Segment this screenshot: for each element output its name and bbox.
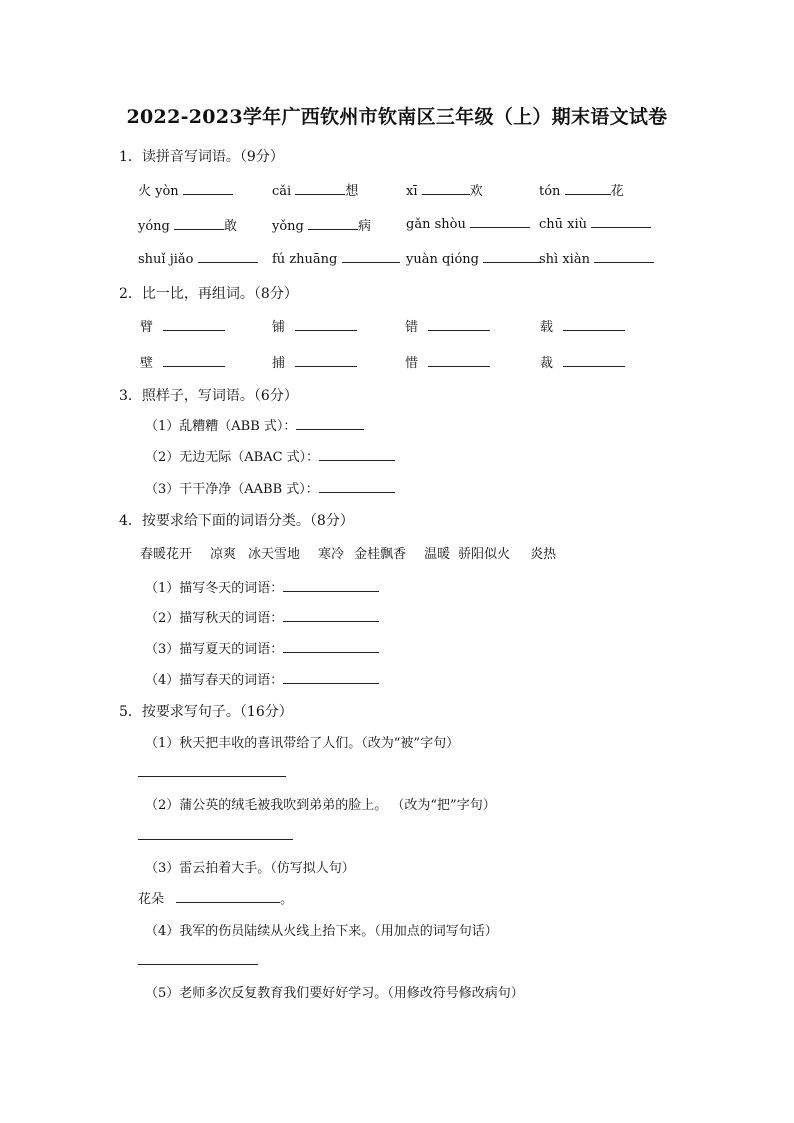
q2-r1-c2 [272, 316, 357, 335]
pinyin: tón [539, 184, 561, 199]
pinyin: yuàn qióng [406, 252, 479, 267]
q3-heading: 3．照样子，写词语。（6分） [119, 388, 298, 404]
q1-r3-c1 [138, 250, 258, 267]
answer-line[interactable] [138, 775, 286, 777]
hanzi: 花 [610, 184, 624, 199]
word: 金桂飘香 [354, 547, 407, 562]
q1-r3-c3 [406, 250, 541, 267]
answer-blank[interactable] [176, 890, 280, 903]
answer-blank[interactable] [198, 250, 258, 263]
hanzi: 病 [358, 219, 372, 234]
answer-blank[interactable] [594, 250, 654, 263]
word: 冰天雪地 [248, 547, 301, 562]
answer-blank[interactable] [563, 318, 625, 331]
answer-blank[interactable] [295, 318, 357, 331]
exam-title: 2022-2023学年广西钦州市钦南区三年级（上）期末语文试卷 [126, 106, 668, 128]
suffix-text: 。 [280, 892, 294, 907]
prefix-text: 花朵 [138, 892, 165, 907]
character: 壁 [140, 356, 154, 371]
q1-r2-c4 [539, 215, 651, 232]
answer-blank[interactable] [295, 182, 345, 195]
pinyin: yóng [138, 219, 170, 234]
q5-sentence-3: （3）雷云拍着大手。（仿写拟人句） [145, 861, 355, 876]
hanzi: 欢 [469, 184, 483, 199]
q2-heading: 2．比一比，再组词。（8分） [119, 286, 298, 302]
answer-blank[interactable] [283, 640, 379, 653]
character: 臂 [140, 320, 154, 335]
item-text: （2）描写秋天的词语： [145, 611, 284, 626]
pinyin: cǎi [272, 184, 292, 199]
answer-blank[interactable] [428, 354, 490, 367]
q1-r3-c2 [272, 250, 400, 267]
answer-blank[interactable] [319, 480, 395, 493]
q1-r3-c4 [539, 250, 654, 267]
character: 裁 [540, 356, 554, 371]
q2-r1-c1 [140, 316, 225, 335]
word: 春暖花开 [140, 547, 193, 562]
pinyin: chū xiù [539, 217, 588, 232]
pinyin: yǒng [272, 219, 304, 234]
item-text: （3）干干净净（AABB 式）： [145, 482, 319, 497]
q2-r1-c4 [540, 316, 625, 335]
answer-line[interactable] [138, 838, 293, 840]
q4-item-1 [145, 577, 379, 596]
q5-sentence-5: （5）老师多次反复教育我们要好好学习。（用修改符号修改病句） [145, 986, 524, 1001]
pinyin: gǎn shòu [406, 217, 466, 232]
answer-blank[interactable] [470, 215, 530, 228]
q3-item-1 [145, 415, 364, 434]
pinyin: xī [406, 184, 418, 199]
pinyin: fú zhuāng [272, 252, 338, 267]
answer-blank[interactable] [565, 182, 611, 195]
word: 寒冷 [318, 547, 345, 562]
q1-heading: 1．读拼音写词语。（9分） [119, 149, 284, 165]
character: 载 [540, 320, 554, 335]
item-text: （3）描写夏天的词语： [145, 642, 284, 657]
answer-line[interactable] [138, 963, 258, 965]
q4-item-3 [145, 638, 379, 657]
item-text: （1）乱糟糟（ABB 式）： [145, 419, 297, 434]
answer-blank[interactable] [163, 318, 225, 331]
answer-blank[interactable] [428, 318, 490, 331]
answer-blank[interactable] [183, 182, 233, 195]
q5-sentence-1: （1）秋天把丰收的喜讯带给了人们。（改为“被”字句） [145, 736, 460, 751]
q2-r2-c1 [140, 352, 225, 371]
q1-r1-c4 [539, 180, 624, 199]
answer-blank[interactable] [283, 579, 379, 592]
word: 炎热 [530, 547, 557, 562]
word: 凉爽 [210, 547, 237, 562]
q1-r1-c3 [406, 180, 483, 199]
answer-blank[interactable] [308, 217, 358, 230]
character: 铺 [272, 320, 286, 335]
q5-sentence-4: （4）我军的伤员陆续从火线上抬下来。（用加点的词写句话） [145, 924, 498, 939]
q3-item-2 [145, 446, 395, 465]
answer-blank[interactable] [295, 354, 357, 367]
pinyin: shuǐ jiǎo [138, 252, 194, 267]
answer-blank[interactable] [483, 250, 541, 263]
answer-blank[interactable] [174, 217, 224, 230]
item-text: （1）描写冬天的词语： [145, 581, 284, 596]
answer-blank[interactable] [319, 448, 395, 461]
answer-blank[interactable] [342, 250, 400, 263]
q4-item-4 [145, 669, 379, 688]
item-text: （2）无边无际（ABAC 式）： [145, 450, 320, 465]
q1-r2-c1 [138, 215, 237, 234]
hanzi: 敢 [224, 219, 238, 234]
hanzi: 想 [345, 184, 359, 199]
answer-blank[interactable] [296, 417, 364, 430]
q4-heading: 4．按要求给下面的词语分类。（8分） [119, 513, 354, 529]
answer-blank[interactable] [283, 671, 379, 684]
q2-r2-c3 [405, 352, 490, 371]
pinyin: 火 yòn [138, 184, 179, 199]
q4-word-bank [140, 543, 572, 562]
q3-item-3 [145, 478, 395, 497]
word: 骄阳似火 [458, 547, 511, 562]
q1-r2-c3 [406, 215, 530, 232]
q5-heading: 5．按要求写句子。（16分） [119, 704, 293, 720]
pinyin: shì xiàn [539, 252, 590, 267]
q1-r1-c1 [138, 180, 233, 199]
q1-r1-c2 [272, 180, 358, 199]
q5-sentence-2: （2）蒲公英的绒毛被我吹到弟弟的脸上。 （改为“把”字句） [145, 798, 496, 813]
answer-blank[interactable] [422, 182, 470, 195]
answer-blank[interactable] [591, 215, 651, 228]
q2-r1-c3 [405, 316, 490, 335]
item-text: （4）描写春天的词语： [145, 673, 284, 688]
q4-item-2 [145, 607, 379, 626]
answer-blank[interactable] [283, 609, 379, 622]
word: 温暖 [424, 547, 451, 562]
q1-r2-c2 [272, 215, 371, 234]
q5-s3-answer [138, 888, 293, 907]
character: 惜 [405, 356, 419, 371]
q2-r2-c2 [272, 352, 357, 371]
q2-r2-c4 [540, 352, 625, 371]
character: 错 [405, 320, 419, 335]
character: 捕 [272, 356, 286, 371]
answer-blank[interactable] [563, 354, 625, 367]
answer-blank[interactable] [163, 354, 225, 367]
